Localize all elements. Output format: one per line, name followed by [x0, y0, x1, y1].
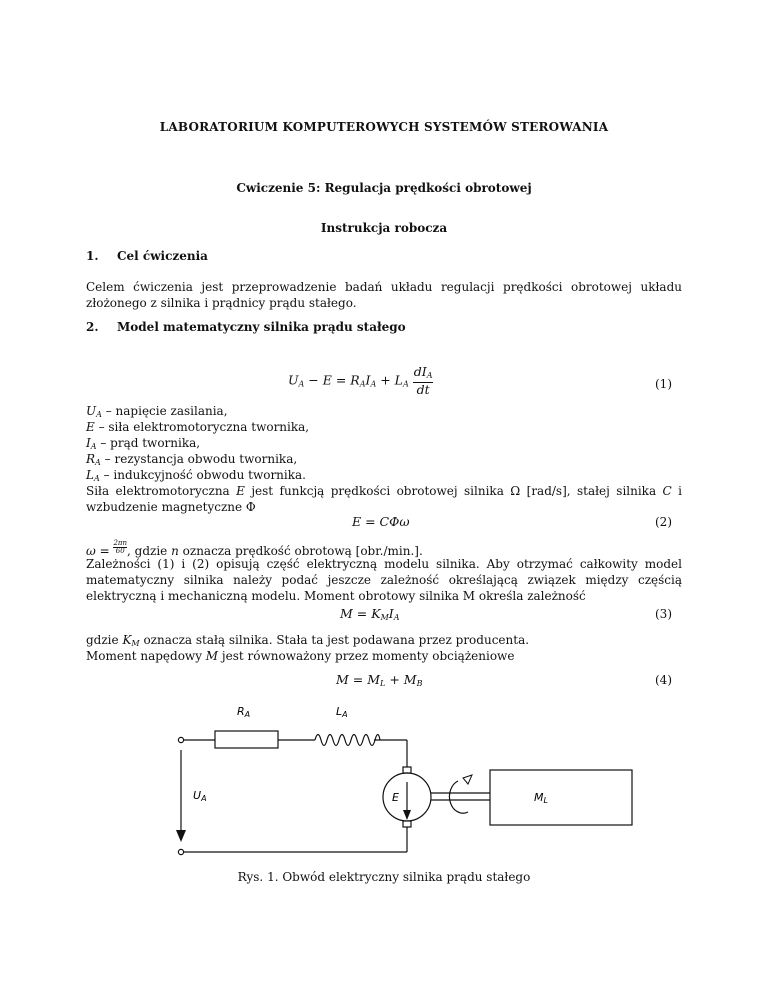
equation-1-number: (1) — [655, 377, 672, 391]
section-number: 2. — [86, 320, 99, 334]
definition-ia: $I_A$ – prąd twornika, — [86, 436, 201, 451]
equation-4: $M = M_L + M_B$ — [336, 672, 423, 688]
equation-3-number: (3) — [655, 607, 672, 621]
rotation-arrow — [449, 781, 468, 813]
moment-sentence: Moment napędowy M jest równoważony przez momenty obciążeniowe — [86, 649, 515, 663]
equation-3: $M = K_MI_A$ — [340, 606, 400, 622]
model-paragraph: Zależności (1) i (2) opisują część elektryczną modelu silnika. Aby otrzymać całkowity model matematyczny silnika należy podać jeszcze zależność określającą związek między częścią elektryczną i mechaniczną modelu. Moment obrotowy silnika M określa zależność — [86, 557, 682, 603]
ua-arrow-head — [176, 830, 186, 842]
document-title: LABORATORIUM KOMPUTEROWYCH SYSTEMÓW STEROWANIA — [159, 120, 609, 134]
section-title: Cel ćwiczenia — [117, 249, 208, 263]
ra-label: RA — [237, 705, 251, 719]
equation-4-number: (4) — [655, 673, 672, 687]
ua-label: UA — [193, 789, 207, 803]
la-label: LA — [336, 705, 348, 719]
document-subtitle: Instrukcja robocza — [320, 221, 448, 235]
equation-2-number: (2) — [655, 515, 672, 529]
e-label: E — [392, 791, 399, 804]
e-arrow-head — [403, 810, 411, 820]
section-title: Model matematyczny silnika prądu stałego — [117, 320, 406, 334]
figure-caption: Rys. 1. Obwód elektryczny silnika prądu stałego — [237, 870, 531, 884]
inductor-la — [315, 735, 380, 746]
derivative-fraction: $\frac{dI_A}{dt}$ — [413, 364, 433, 397]
motor-brush-top — [403, 767, 411, 773]
omega-fraction: $\frac{2\pi n}{60}$ — [113, 539, 128, 555]
motor-brush-bottom — [403, 821, 411, 827]
rotation-arrow-head — [463, 775, 472, 784]
equation-2: E = CΦω — [352, 514, 410, 529]
section-1-text: Celem ćwiczenia jest przeprowadzenie badań układu regulacji prędkości obrotowej układu złożonego z silnika i prądnicy prądu stałego. — [86, 280, 682, 310]
load-box — [490, 770, 632, 825]
km-definition: gdzie $K_M$ oznacza stałą silnika. Stała ta jest podawana przez producenta. — [86, 633, 530, 648]
exercise-title: Cwiczenie 5: Regulacja prędkości obrotowej — [236, 181, 532, 195]
definition-ua: $U_A$ – napięcie zasilania, — [86, 404, 228, 419]
section-number: 1. — [86, 249, 99, 263]
omega-definition: ω = $\frac{2\pi n}{60}$ , gdzie n oznacza prędkość obrotową [obr./min.]. — [86, 539, 423, 558]
ml-label: ML — [534, 791, 548, 805]
definition-la: $L_A$ – indukcyjność obwodu twornika. — [86, 468, 306, 483]
bottom-terminal — [178, 849, 183, 854]
emf-paragraph: Siła elektromotoryczna E jest funkcją prędkości obrotowej silnika Ω [rad/s], stałej silnika C i wzbudzenie magnetyczne Φ — [86, 484, 682, 514]
equation-1: $U_A - E = R_AI_A + L_A$ $\frac{dI_A}{dt}$ — [288, 364, 433, 397]
resistor-ra — [215, 731, 278, 748]
definition-e: E – siła elektromotoryczna twornika, — [86, 420, 310, 434]
top-terminal — [178, 737, 183, 742]
definition-ra: $R_A$ – rezystancja obwodu twornika, — [86, 452, 298, 467]
